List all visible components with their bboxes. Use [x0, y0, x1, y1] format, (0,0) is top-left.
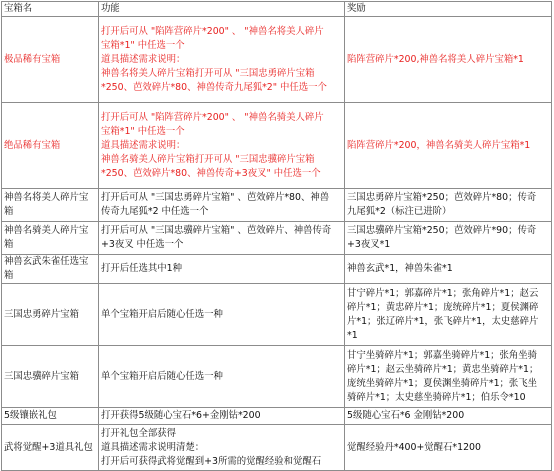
function-line: *250、芭效碎片*80、神兽传奇九尾狐*2" 中任选一个 [101, 81, 327, 93]
table-row [2, 103, 552, 189]
reward-cell [345, 408, 552, 425]
function-cell [99, 17, 345, 103]
function-cell [99, 189, 345, 222]
header-chest-name: 宝箱名 [2, 2, 99, 17]
table-row [2, 255, 552, 284]
table-row [2, 222, 552, 255]
reward-cell [345, 189, 552, 222]
function-line: *250、芭效碎片*80、神兽传奇+3夜叉" 中任选一个 [101, 167, 321, 179]
reward-line: 5级随心宝石*6 金刚钻*200 [347, 410, 465, 421]
reward-cell [345, 425, 552, 471]
reward-line: 神兽玄武*1，神兽朱雀*1 [347, 263, 453, 274]
reward-cell [345, 103, 552, 189]
function-line: 道具描述需求说明： [101, 53, 186, 65]
function-line: 神兽名骑美人碎片宝箱打开可从 "三国忠骥碎片宝箱 [101, 153, 315, 165]
function-cell [99, 408, 345, 425]
function-line: 单个宝箱开启后随心任选一种 [101, 308, 223, 320]
function-line: 打开获得5级随心宝石*6+金刚钻*200 [101, 410, 261, 421]
function-cell [99, 284, 345, 346]
reward-cell [345, 346, 552, 408]
reward-line: 甘宁碎片*1；郭嘉碎片*1；张角碎片*1；赵云 [347, 287, 539, 299]
function-line: 道具描述需求说明： [101, 139, 186, 151]
table-body [2, 17, 552, 471]
chest-name-cell: 武将觉醒+3道具礼包 [2, 425, 99, 471]
reward-line: 陷阵营碎片*200，神兽名骑美人碎片宝箱*1 [347, 139, 531, 151]
reward-line: 片*1；张辽碎片*1，张飞碎片*1，太史慈碎片 [347, 315, 539, 327]
table-row [2, 408, 552, 425]
reward-line: +3夜叉*1 [347, 239, 391, 250]
reward-line: 庞统坐骑碎片*1；夏侯渊坐骑碎片*1；张飞坐 [347, 377, 538, 389]
function-line: 打开后可获得武将觉醒到+3所需的觉醒经验和觉醒石 [101, 455, 322, 467]
function-line: 神兽名将美人碎片宝箱打开可从 "三国忠勇碎片宝箱 [101, 67, 315, 79]
function-line: 传奇九尾狐*2 中任选一个 [101, 206, 209, 217]
function-cell [99, 346, 345, 408]
chest-name-cell: 5级镶嵌礼包 [2, 408, 99, 425]
function-line: 打开后可从 "三国忠勇碎片宝箱" 、芭效碎片*80、神兽 [101, 192, 330, 203]
reward-cell [345, 255, 552, 284]
function-line: 打开后可从 "三国忠骥碎片宝箱" 、芭效碎片、神兽传奇 [101, 225, 332, 236]
reward-line: 碎片*1；赵云坐骑碎片*1；黄忠坐骑碎片*1； [347, 363, 539, 375]
chest-name-cell: 神兽名将美人碎片宝箱 [2, 189, 99, 222]
reward-cell [345, 222, 552, 255]
reward-line: 骑碎片*1；太史慈坐骑碎片*1；伯乐令*10 [347, 391, 526, 403]
reward-line: 觉醒经验丹*400+觉醒石*1200 [347, 441, 481, 453]
chest-name-cell: 神兽名骑美人碎片宝箱 [2, 222, 99, 255]
table-row [2, 284, 552, 346]
reward-cell [345, 284, 552, 346]
function-line: 打开后可从 "陷阵营碎片*200" 、 "神兽名将美人碎片 [101, 25, 324, 37]
function-cell [99, 222, 345, 255]
function-cell [99, 255, 345, 284]
function-line: +3夜叉 中任选一个 [101, 239, 184, 250]
reward-line: 碎片*1；黄忠碎片*1；庞统碎片*1；夏侯渊碎 [347, 301, 539, 313]
function-cell [99, 103, 345, 189]
chest-name-cell: 神兽玄武朱雀任选宝箱 [2, 255, 99, 284]
reward-chest-table [1, 1, 552, 471]
reward-cell [345, 17, 552, 103]
reward-line: 三国忠骥碎片宝箱*250；芭效碎片*90；传奇 [347, 225, 537, 236]
function-line: 宝箱*1" 中任选一个 [101, 39, 185, 51]
table-row [2, 189, 552, 222]
function-cell [99, 425, 345, 471]
reward-line: *1 [347, 329, 358, 341]
table-row [2, 17, 552, 103]
chest-name-cell: 绝品稀有宝箱 [2, 103, 99, 189]
function-line: 打开后任选其中1种 [101, 263, 182, 274]
reward-line: 陷阵营碎片*200,神兽名将美人碎片宝箱*1 [347, 53, 524, 65]
function-line: 道具描述需求说明清楚： [101, 441, 205, 453]
function-line: 打开后可从 "陷阵营碎片*200" 、 "神兽名骑美人碎片 [101, 111, 324, 123]
reward-line: 九尾狐*2（标注已进阶） [347, 206, 452, 217]
function-line: 打开礼包全部获得 [101, 427, 177, 439]
function-line: 单个宝箱开启后随心任选一种 [101, 370, 223, 382]
header-reward: 奖励 [345, 2, 552, 17]
table-row [2, 346, 552, 408]
function-line: 宝箱*1" 中任选一个 [101, 125, 185, 137]
header-row [2, 2, 552, 17]
reward-line: 甘宁坐骑碎片*1；郭嘉坐骑碎片*1；张角坐骑 [347, 349, 538, 361]
table-row [2, 425, 552, 471]
chest-name-cell: 三国忠勇碎片宝箱 [2, 284, 99, 346]
chest-name-cell: 极品稀有宝箱 [2, 17, 99, 103]
chest-name-cell: 三国忠骥碎片宝箱 [2, 346, 99, 408]
header-function: 功能 [99, 2, 345, 17]
reward-line: 三国忠勇碎片宝箱*250；芭效碎片*80；传奇 [347, 192, 537, 203]
